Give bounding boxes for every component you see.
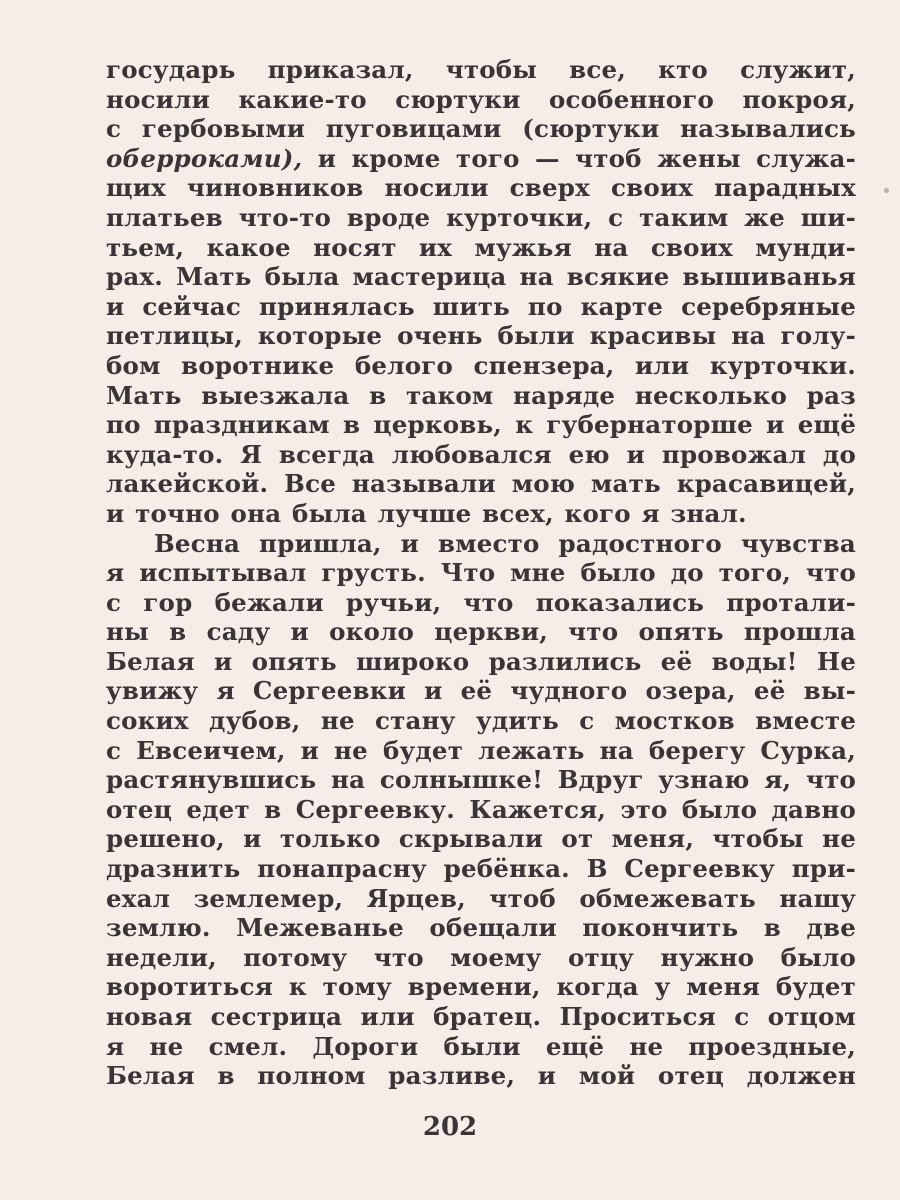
text-line: и сейчас принялась шить по карте серебряные — [106, 291, 856, 321]
text-line: я испытывал грусть. Что мне было до того, что — [106, 558, 856, 588]
text-line: государь приказал, чтобы все, кто служит, — [106, 55, 856, 84]
text-line: Мать выезжала в таком наряде несколько раз — [106, 380, 856, 410]
text-line: недели, потому что моему отцу нужно было — [106, 942, 856, 972]
text-line: Белая в полном разливе, и мой отец должен — [106, 1061, 856, 1091]
text-line: воротиться к тому времени, когда у меня будет — [106, 972, 856, 1002]
text-line: рах. Мать была мастерица на всякие вышиванья — [106, 262, 856, 292]
text-line: платьев что-то вроде курточки, с таким же ши- — [106, 202, 856, 232]
text-line: землю. Межеванье обещали покончить в две — [106, 913, 856, 943]
text-line: тьем, какое носят их мужья на своих мунди- — [106, 232, 856, 262]
text-line: щих чиновников носили сверх своих парадных — [106, 173, 856, 203]
text-line: по праздникам в церковь, к губернаторше и ещё — [106, 410, 856, 440]
text-line: и точно она была лучше всех, кого я знал. — [106, 498, 747, 528]
italic-term: оберроками), — [106, 143, 303, 173]
text-line: отец едет в Сергеевку. Кажется, это было давно — [106, 794, 856, 824]
text-line: дразнить понапрасну ребёнка. В Сергеевку при- — [106, 854, 856, 884]
text-line: лакейской. Все называли мою мать красавицей, — [106, 469, 856, 499]
text-line: я не смел. Дороги были ещё не проездные, — [106, 1031, 856, 1061]
text-line: Белая и опять широко разлились её воды! Не — [106, 646, 856, 676]
text-line: бом воротнике белого спензера, или курточки. — [106, 350, 856, 380]
text-line: петлицы, которые очень были красивы на голу- — [106, 321, 856, 351]
text-line: решено, и только скрывали от меня, чтобы не — [106, 824, 856, 854]
text-line: соких дубов, не стану удить с мостков вместе — [106, 706, 856, 736]
text-line: с гербовыми пуговицами (сюртуки назывались — [106, 114, 856, 144]
text-line: Весна пришла, и вместо радостного чувства — [154, 528, 856, 558]
text-line: увижу я Сергеевки и её чудного озера, её вы- — [106, 676, 856, 706]
text-line: ехал землемер, Ярцев, чтоб обмежевать нашу — [106, 883, 856, 913]
text-line: с гор бежали ручьи, что показались протали- — [106, 587, 856, 617]
text-line: новая сестрица или братец. Проситься с отцом — [106, 1002, 856, 1031]
text-fragment: и кроме того — чтоб жены служа- — [317, 143, 856, 173]
text-line: куда-то. Я всегда любовался ею и провожал до — [106, 439, 856, 469]
text-line — [106, 144, 856, 174]
text-line: ны в саду и около церкви, что опять прошла — [106, 617, 856, 647]
page-number: 202 — [422, 1112, 478, 1142]
text-line: носили какие-то сюртуки особенного покроя, — [106, 84, 856, 114]
text-line: с Евсеичем, и не будет лежать на берегу Сурка, — [106, 735, 856, 765]
text-line: растянувшись на солнышке! Вдруг узнаю я, что — [106, 765, 856, 795]
paper-speck — [884, 188, 889, 193]
book-page-text — [106, 55, 856, 1091]
